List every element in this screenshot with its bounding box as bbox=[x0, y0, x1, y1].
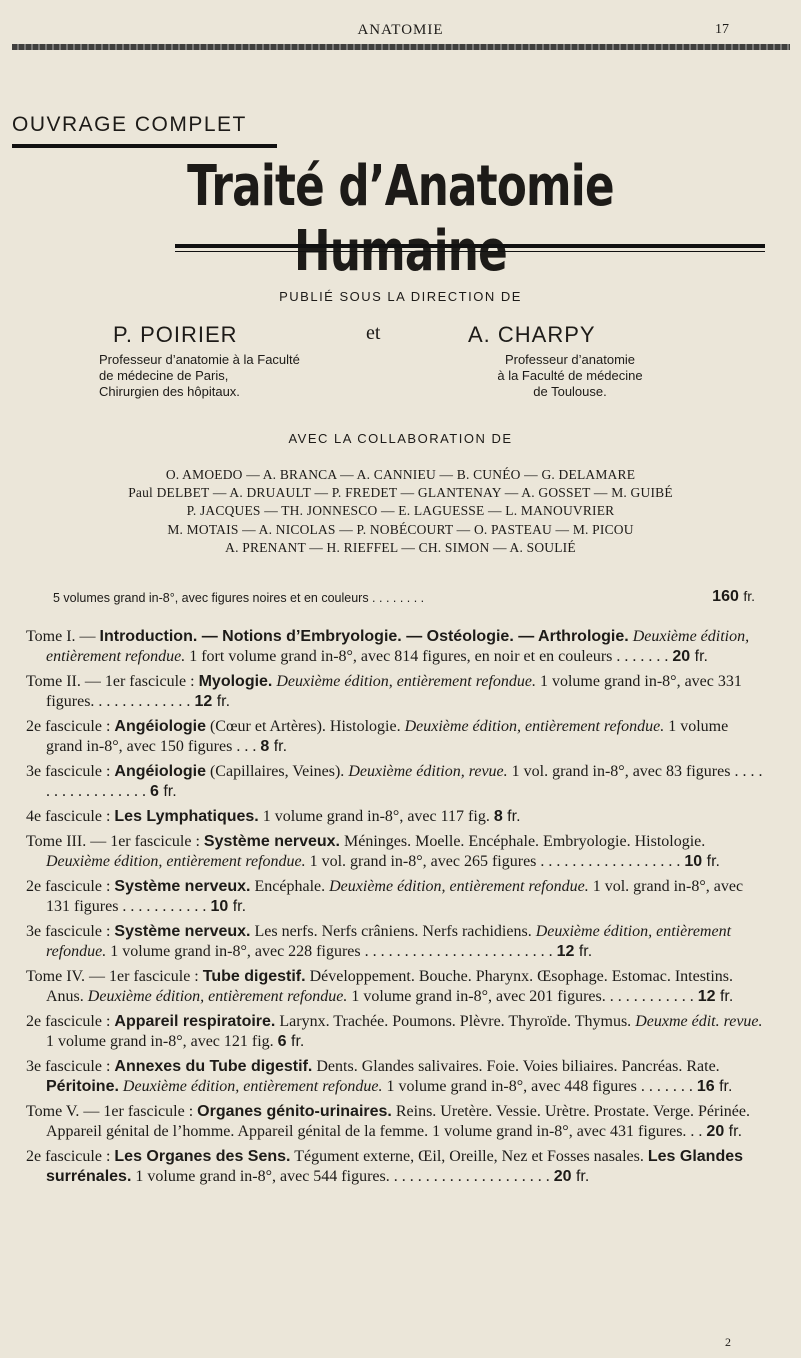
entry-lead: 3e fascicule : bbox=[26, 763, 115, 780]
entry-subtopics: (Cœur et Artères). Histologie. bbox=[205, 718, 401, 735]
desc-line: de médecine de Paris, bbox=[99, 368, 229, 383]
entry-lead: 3e fascicule : bbox=[26, 1058, 115, 1075]
entry-lead: Tome III. — 1er fascicule : bbox=[26, 833, 204, 850]
running-head bbox=[0, 22, 801, 40]
entry-price-unit: fr. bbox=[728, 1123, 743, 1140]
list-item bbox=[26, 1102, 766, 1142]
entry-price-unit: fr. bbox=[719, 1078, 733, 1095]
entry-subject: Système nerveux. bbox=[114, 878, 251, 895]
entry-desc: 1 volume grand in-8°, avec 117 fig. bbox=[258, 808, 490, 825]
desc-line: de Toulouse. bbox=[533, 384, 607, 399]
entry-subject: Système nerveux. bbox=[114, 923, 251, 940]
entry-desc: 1 volume grand in-8°, avec 201 figures. . . . . . . . . . . . bbox=[347, 988, 694, 1005]
entry-lead: Tome V. — 1er fascicule : bbox=[26, 1103, 198, 1120]
list-item bbox=[26, 1057, 766, 1097]
entry-subject: Organes génito-urinaires. bbox=[197, 1103, 392, 1120]
published-under: PUBLIÉ SOUS LA DIRECTION DE bbox=[279, 289, 522, 304]
running-title: ANATOMIE bbox=[357, 22, 444, 38]
list-item bbox=[26, 877, 766, 917]
list-item bbox=[26, 967, 766, 1007]
entry-price bbox=[194, 693, 230, 710]
entry-lead: 3e fascicule : bbox=[26, 923, 115, 940]
collaboration-label: AVEC LA COLLABORATION DE bbox=[288, 431, 513, 446]
entry-price-value: 6 bbox=[277, 1033, 287, 1050]
author-right-name: A. CHARPY bbox=[468, 322, 596, 347]
entry-price bbox=[260, 738, 287, 755]
entry-price bbox=[557, 943, 593, 960]
entry-subtopics: Larynx. Trachée. Poumons. Plèvre. Thyroïde. Thymus. bbox=[275, 1013, 632, 1030]
entry-subtopics: Développement. Bouche. Pharynx. Œsophage. Estomac. Intestins. Anus. bbox=[46, 968, 734, 1005]
summary-price-value: 160 bbox=[712, 588, 739, 605]
list-item bbox=[26, 762, 766, 802]
entry-price bbox=[672, 648, 708, 665]
entry-price-unit: fr. bbox=[163, 783, 177, 800]
entry-edition: Deuxme édit. revue. bbox=[631, 1013, 763, 1030]
entry-price-unit: fr. bbox=[694, 648, 708, 665]
entry-desc: 1 volume grand in-8°, avec 331 figures. . . . . . . . . . . . . bbox=[46, 673, 742, 710]
entry-price-value: 6 bbox=[150, 783, 159, 800]
entry-price bbox=[494, 808, 521, 825]
entry-edition: Deuxième édition, entièrement refondue. bbox=[46, 853, 306, 870]
entry-price-unit: fr. bbox=[291, 1033, 305, 1050]
entry-lead: 2e fascicule : bbox=[26, 718, 115, 735]
entry-desc: 1 vol. grand in-8°, avec 265 figures . . . . . . . . . . . . . . . . . . bbox=[305, 853, 681, 870]
entry-desc: 1 volume grand in-8°, avec 448 figures . . . . . . . bbox=[382, 1078, 693, 1095]
collab-line: M. MOTAIS — A. NICOLAS — P. NOBÉCOURT — O. PASTEAU — M. PICOU bbox=[167, 522, 634, 537]
entry-price-unit: fr. bbox=[578, 943, 593, 960]
entry-price-unit: fr. bbox=[232, 898, 247, 915]
entry-desc: 1 vol. grand in-8°, avec 83 figures . . . . . . . . . . . . . . . . . bbox=[46, 763, 763, 800]
entry-price-value: 12 bbox=[556, 943, 575, 960]
entry-price bbox=[706, 1123, 742, 1140]
list-item bbox=[26, 832, 766, 872]
entry-subtopics: Dents. Glandes salivaires. Foie. Voies biliaires. Pancréas. Rate. bbox=[312, 1058, 720, 1075]
entry-subject: Angéiologie bbox=[114, 763, 206, 780]
entry-price bbox=[150, 783, 177, 800]
book-title: Traité d’Anatomie bbox=[187, 154, 614, 219]
entry-edition: Deuxième édition, entièrement refondue. bbox=[46, 628, 750, 665]
entry-price-value: 8 bbox=[493, 808, 503, 825]
entry-edition: Deuxième édition, entièrement refondue. bbox=[272, 673, 536, 690]
author-left-desc bbox=[99, 352, 300, 400]
entry-lead: 4e fascicule : bbox=[26, 808, 115, 825]
author-right-desc bbox=[470, 352, 670, 400]
entry-desc: 1 volume grand in-8°, avec 121 fig. bbox=[46, 1033, 274, 1050]
entry-price-value: 20 bbox=[672, 648, 691, 665]
entry-subject: Les Lymphatiques. bbox=[114, 808, 259, 825]
title-rule-thick bbox=[175, 244, 765, 248]
entry-lead: 2e fascicule : bbox=[26, 1013, 115, 1030]
author-conjunction: et bbox=[366, 322, 381, 344]
entry-price-value: 16 bbox=[696, 1078, 715, 1095]
summary-price-line bbox=[53, 588, 755, 605]
entry-price-unit: fr. bbox=[507, 808, 521, 825]
summary-text: 5 volumes grand in-8°, avec figures noires et en couleurs . . . . . . . . bbox=[53, 591, 425, 605]
entry-edition: Deuxième édition, entièrement refondue. bbox=[46, 923, 732, 960]
list-item bbox=[26, 717, 766, 757]
list-item bbox=[26, 672, 766, 712]
entry-price-unit: fr. bbox=[216, 693, 231, 710]
entry-subtopics: Méninges. Moelle. Encéphale. Embryologie. Histologie. bbox=[340, 833, 706, 850]
entry-price-unit: fr. bbox=[706, 853, 720, 870]
kicker-heading: OUVRAGE COMPLET bbox=[12, 113, 247, 136]
entry-subject: Appareil respiratoire. bbox=[114, 1013, 276, 1030]
collab-line: O. AMOEDO — A. BRANCA — A. CANNIEU — B. CUNÉO — G. DELAMARE bbox=[165, 467, 636, 482]
kicker-underline bbox=[12, 144, 277, 148]
entry-subject: Les Organes des Sens. bbox=[114, 1148, 291, 1165]
entry-edition: Deuxième édition, entièrement refondue. bbox=[118, 1078, 383, 1095]
entry-subtopics: Tégument externe, Œil, Oreille, Nez et Fosses nasales. bbox=[290, 1148, 648, 1165]
collab-line: Paul DELBET — A. DRUAULT — P. FREDET — GLANTENAY — A. GOSSET — M. GUIBÉ bbox=[128, 485, 673, 500]
entry-edition: Deuxième édition, revue. bbox=[344, 763, 508, 780]
desc-line: Professeur d’anatomie bbox=[504, 352, 636, 367]
entry-lead: 2e fascicule : bbox=[26, 1148, 115, 1165]
collab-line: A. PRENANT — H. RIEFFEL — CH. SIMON — A. SOULIÉ bbox=[225, 540, 576, 555]
summary-price-unit: fr. bbox=[743, 588, 755, 604]
entry-subject: Myologie. bbox=[198, 673, 273, 690]
entry-subject: Tube digestif. bbox=[202, 968, 306, 985]
desc-line: Professeur d’anatomie à la Faculté bbox=[99, 352, 300, 367]
entry-price bbox=[210, 898, 246, 915]
entry-price-unit: fr. bbox=[273, 738, 288, 755]
entry-price-value: 10 bbox=[210, 898, 229, 915]
entry-price bbox=[698, 988, 734, 1005]
entry-lead: Tome II. — 1er fascicule : bbox=[26, 673, 199, 690]
entry-subject: Introduction. — Notions d’Embryologie. — Ostéologie. — Arthrologie. bbox=[99, 628, 629, 645]
entry-desc: 1 volume grand in-8°, avec 544 figures. . . . . . . . . . . . . . . . . . . . . bbox=[131, 1168, 550, 1185]
entry-lead: 2e fascicule : bbox=[26, 878, 115, 895]
title-rule-thin bbox=[175, 251, 765, 252]
entry-price bbox=[554, 1168, 590, 1185]
entry-edition: Deuxième édition, entièrement refondue. bbox=[325, 878, 589, 895]
entry-subject: Angéiologie bbox=[114, 718, 206, 735]
entry-price bbox=[684, 853, 720, 870]
entry-subtopics: Encéphale. bbox=[250, 878, 326, 895]
entry-price-value: 12 bbox=[697, 988, 716, 1005]
desc-line: à la Faculté de médecine bbox=[497, 368, 643, 383]
entry-desc: 1 vol. grand in-8°, avec 131 figures . . . . . . . . . . . bbox=[46, 878, 744, 915]
entry-lead: Tome IV. — 1er fascicule : bbox=[26, 968, 203, 985]
entry-subject-2: Péritoine. bbox=[46, 1078, 119, 1095]
summary-price bbox=[712, 588, 755, 606]
entry-lead: Tome I. — bbox=[26, 628, 100, 645]
entry-subtopics: (Capillaires, Veines). bbox=[205, 763, 345, 780]
list-item bbox=[26, 1012, 766, 1052]
signature-mark: 2 bbox=[725, 1335, 731, 1349]
collab-line: P. JACQUES — TH. JONNESCO — E. LAGUESSE — L. MANOUVRIER bbox=[186, 503, 615, 518]
entry-price-value: 20 bbox=[553, 1168, 572, 1185]
list-item bbox=[26, 627, 766, 667]
list-item bbox=[26, 922, 766, 962]
entry-price bbox=[697, 1078, 733, 1095]
entry-price-value: 10 bbox=[684, 853, 703, 870]
entry-subtopics: Les nerfs. Nerfs crâniens. Nerfs rachidiens. bbox=[250, 923, 532, 940]
entry-desc: 1 volume grand in-8°, avec 150 figures . . . bbox=[46, 718, 729, 755]
entry-desc: 1 fort volume grand in-8°, avec 814 figures, en noir et en couleurs . . . . . . . bbox=[185, 648, 669, 665]
entry-subject-2: Les Glandes surrénales. bbox=[46, 1148, 744, 1185]
list-item bbox=[26, 1147, 766, 1187]
entry-subtopics: Reins. Uretère. Vessie. Urètre. Prostate. Verge. Périnée. Appareil génital de l’homme. Appareil génital de la femme. bbox=[46, 1103, 750, 1140]
entry-price-value: 8 bbox=[260, 738, 270, 755]
entry-edition: Deuxième édition, entièrement refondue. bbox=[400, 718, 665, 735]
list-item bbox=[26, 807, 766, 827]
entry-subject: Système nerveux. bbox=[203, 833, 340, 850]
entry-price bbox=[278, 1033, 305, 1050]
volume-list bbox=[26, 627, 766, 1192]
entry-price-unit: fr. bbox=[719, 988, 734, 1005]
desc-line: Chirurgien des hôpitaux. bbox=[99, 384, 240, 399]
entry-desc: 1 volume grand in-8°, avec 228 figures . . . . . . . . . . . . . . . . . . . . . . . . bbox=[106, 943, 553, 960]
page-number: 17 bbox=[715, 22, 729, 37]
entry-price-unit: fr. bbox=[575, 1168, 590, 1185]
header-rule bbox=[12, 44, 790, 50]
entry-desc: 1 volume grand in-8°, avec 431 figures. . . bbox=[428, 1123, 703, 1140]
entry-price-value: 12 bbox=[194, 693, 213, 710]
entry-price-value: 20 bbox=[706, 1123, 725, 1140]
author-left-name: P. POIRIER bbox=[113, 322, 238, 347]
entry-subject: Annexes du Tube digestif. bbox=[114, 1058, 313, 1075]
entry-edition: Deuxième édition, entièrement refondue. bbox=[83, 988, 348, 1005]
